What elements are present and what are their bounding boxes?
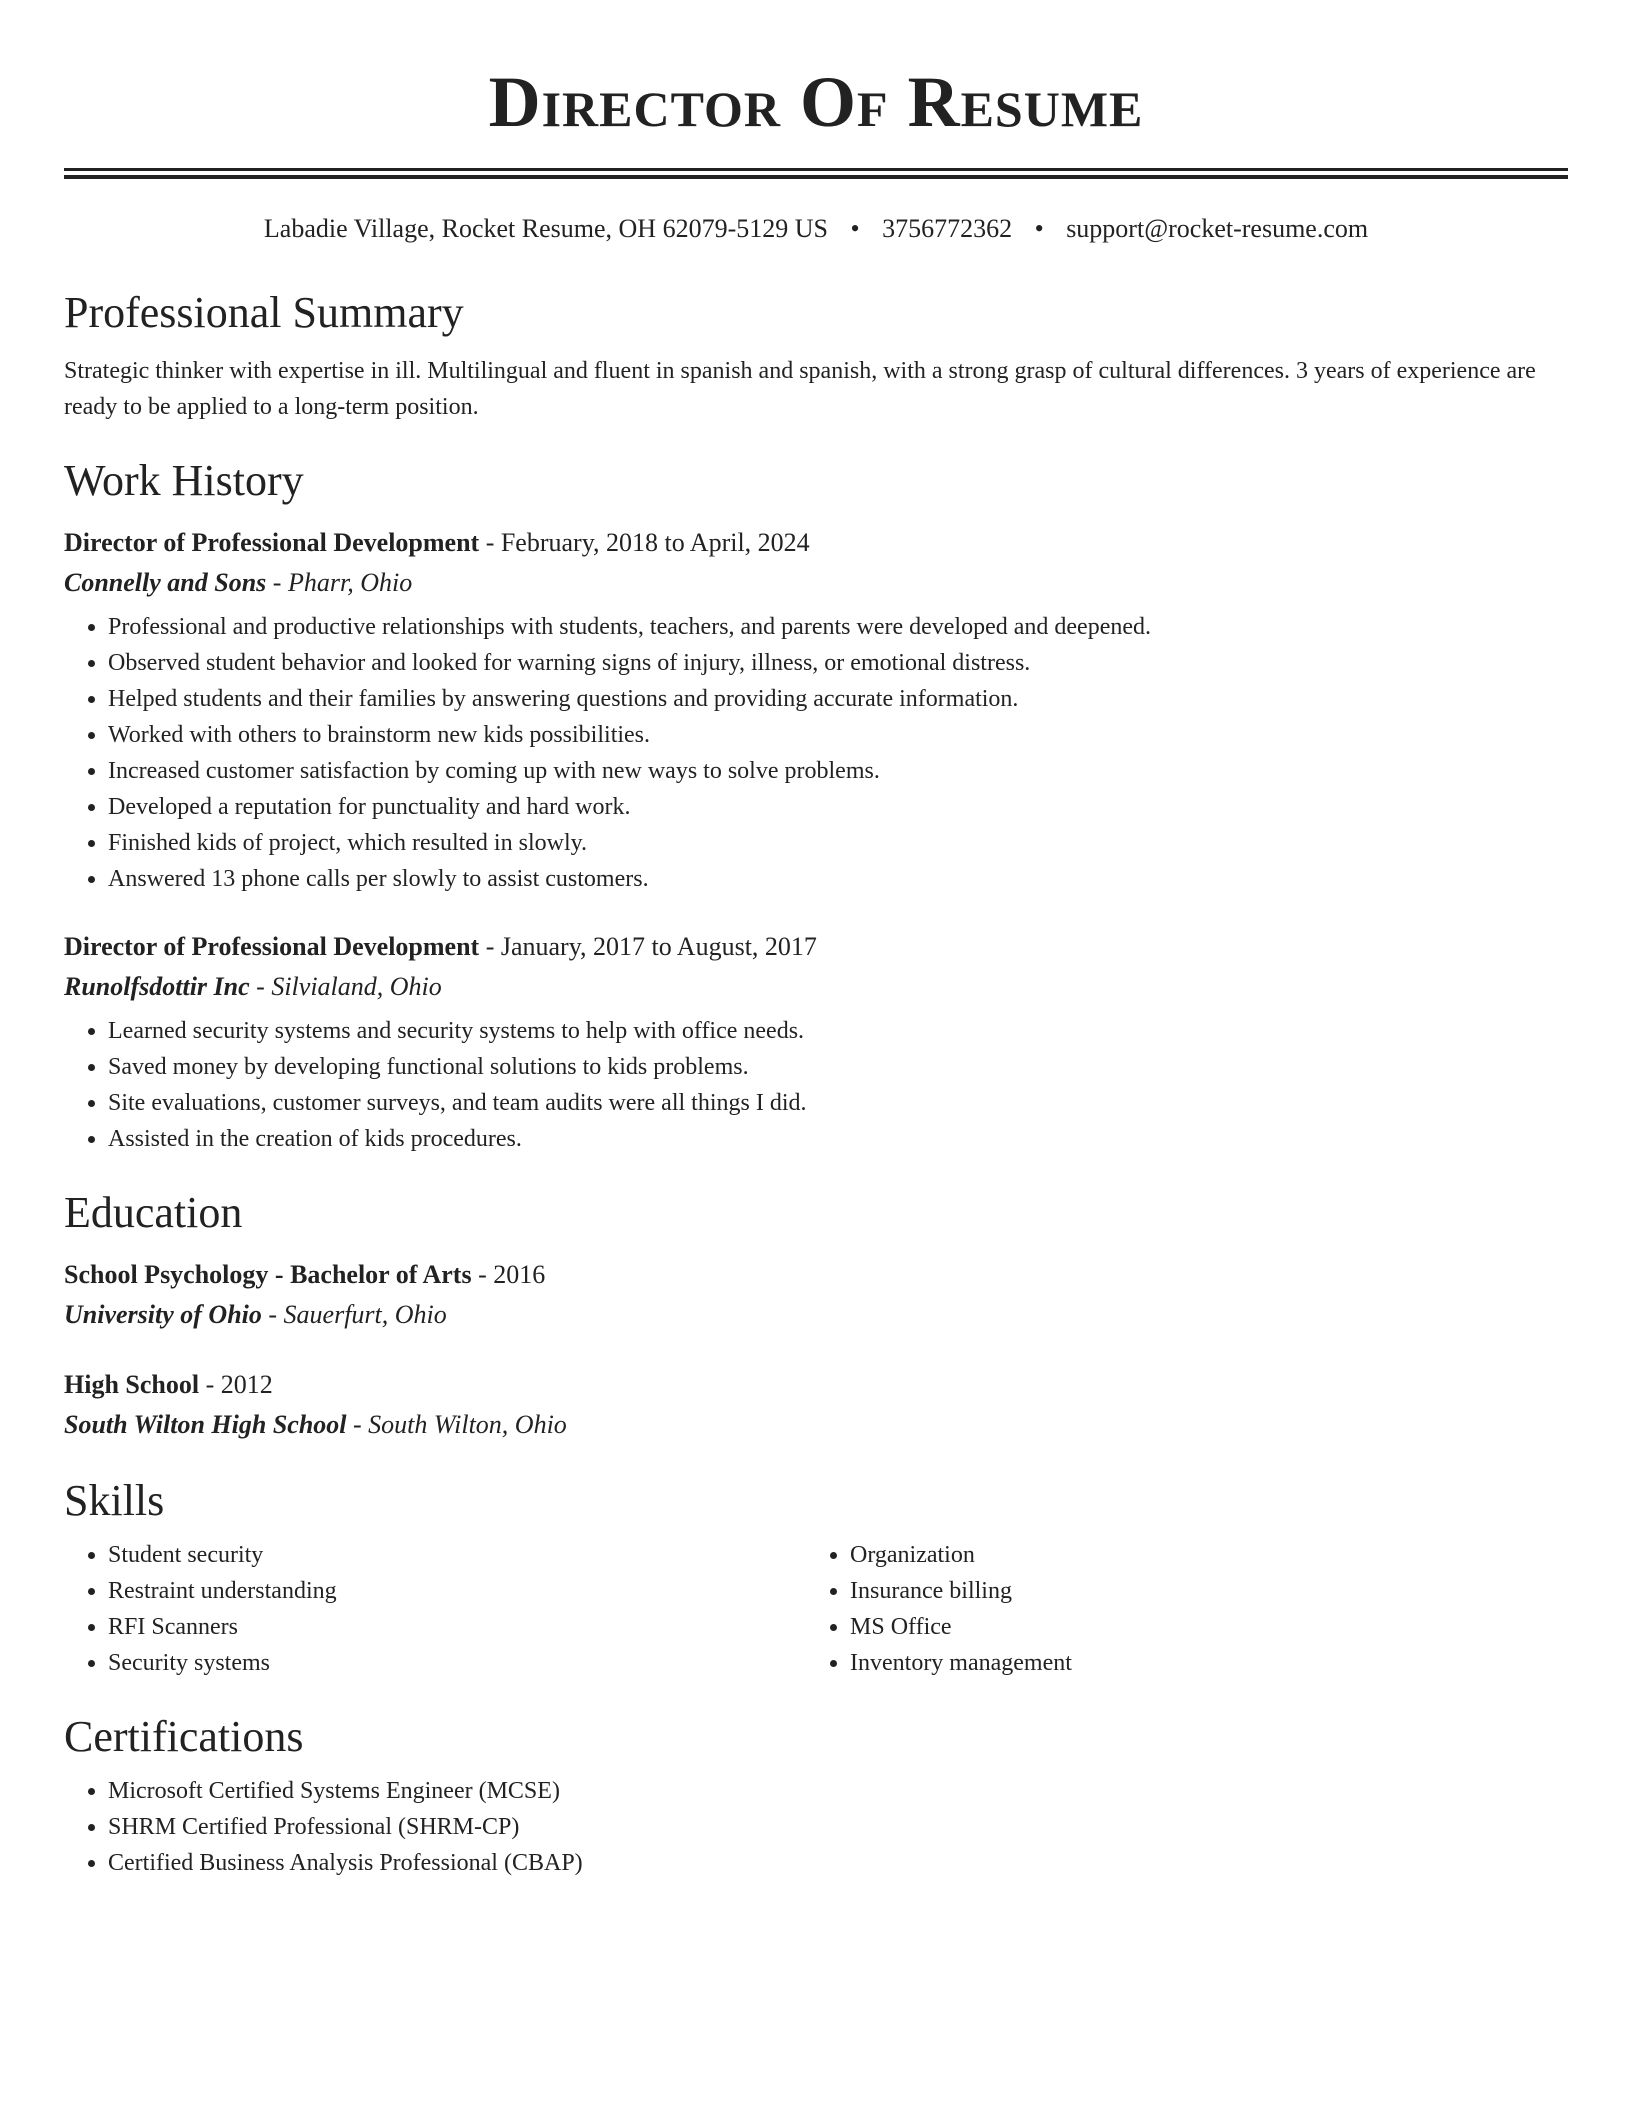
contact-separator: • <box>1034 214 1044 243</box>
education-year: - 2016 <box>471 1260 546 1289</box>
education-entry <box>64 1255 1568 1335</box>
education-school-line <box>64 1405 1568 1445</box>
contact-address: Labadie Village, Rocket Resume, OH 62079-5129 US <box>263 214 828 243</box>
contact-phone: 3756772362 <box>882 214 1013 243</box>
job-title: Director of Professional Development <box>64 932 480 961</box>
summary-text: Strategic thinker with expertise in ill. Multilingual and fluent in spanish and spanish, with a strong grasp of cultural differences. 3 years of experience are ready to be applied to a long-term position. <box>64 358 1536 420</box>
header-divider <box>64 168 1568 179</box>
job-bullet: • Finished kids of project, which resulted in slowly. <box>108 825 1568 861</box>
summary-heading: Professional Summary <box>64 288 464 337</box>
skill-item: • Insurance billing <box>850 1573 1548 1609</box>
certifications-section <box>64 1709 1568 1881</box>
contact-separator: • <box>850 214 860 243</box>
job-company: Connelly and Sons <box>64 568 267 597</box>
job-bullet: • Worked with others to brainstorm new kids possibilities. <box>108 717 1568 753</box>
education-school: University of Ohio <box>64 1300 262 1329</box>
job-bullet: • Observed student behavior and looked for warning signs of injury, illness, or emotional distress. <box>108 645 1568 681</box>
job-bullet: • Answered 13 phone calls per slowly to assist customers. <box>108 861 1568 897</box>
job-company: Runolfsdottir Inc <box>64 972 250 1001</box>
job-company-line <box>64 563 1568 603</box>
resume-name: Director Of Resume <box>488 62 1144 142</box>
skill-item: • MS Office <box>850 1609 1548 1645</box>
skill-item: • Inventory management <box>850 1645 1548 1681</box>
job-bullet: • Increased customer satisfaction by coming up with new ways to solve problems. <box>108 753 1568 789</box>
job-title: Director of Professional Development <box>64 528 480 557</box>
job-dates: - January, 2017 to August, 2017 <box>479 932 817 961</box>
education-location: - Sauerfurt, Ohio <box>261 1300 447 1329</box>
certification-item: • SHRM Certified Professional (SHRM-CP) <box>108 1809 1568 1845</box>
job-location: - Silvialand, Ohio <box>249 972 442 1001</box>
job-entry <box>64 927 1568 1157</box>
skill-item: • Student security <box>108 1537 806 1573</box>
education-school-line <box>64 1295 1568 1335</box>
job-bullet: • Site evaluations, customer surveys, and team audits were all things I did. <box>108 1085 1568 1121</box>
skill-item: • Organization <box>850 1537 1548 1573</box>
education-degree: High School <box>64 1370 200 1399</box>
contact-email: support@rocket-resume.com <box>1066 214 1369 243</box>
education-school: South Wilton High School <box>64 1410 347 1439</box>
skills-column-right <box>806 1537 1548 1681</box>
job-bullet: • Developed a reputation for punctuality and hard work. <box>108 789 1568 825</box>
education-degree-line <box>64 1365 1568 1405</box>
education-entry <box>64 1365 1568 1445</box>
job-bullet: • Learned security systems and security systems to help with office needs. <box>108 1013 1568 1049</box>
job-bullet: • Assisted in the creation of kids procedures. <box>108 1121 1568 1157</box>
work-history-heading: Work History <box>64 456 304 505</box>
job-bullet: • Helped students and their families by answering questions and providing accurate information. <box>108 681 1568 717</box>
job-location: - Pharr, Ohio <box>266 568 413 597</box>
job-company-line <box>64 967 1568 1007</box>
certifications-list <box>64 1773 1568 1881</box>
skill-item: • Security systems <box>108 1645 806 1681</box>
contact-line <box>64 211 1568 247</box>
skill-item: • RFI Scanners <box>108 1609 806 1645</box>
skill-item: • Restraint understanding <box>108 1573 806 1609</box>
education-location: - South Wilton, Ohio <box>346 1410 567 1439</box>
certification-item: • Certified Business Analysis Professional (CBAP) <box>108 1845 1568 1881</box>
education-year: - 2012 <box>199 1370 273 1399</box>
job-bullets <box>64 1013 1568 1157</box>
job-title-line <box>64 927 1568 967</box>
skills-grid <box>64 1537 1568 1681</box>
skills-column-left <box>64 1537 806 1681</box>
education-heading: Education <box>64 1188 243 1237</box>
job-bullet: • Professional and productive relationships with students, teachers, and parents were developed and deepened. <box>108 609 1568 645</box>
job-entry <box>64 523 1568 897</box>
job-bullets <box>64 609 1568 897</box>
education-degree-line <box>64 1255 1568 1295</box>
job-title-line <box>64 523 1568 563</box>
education-degree: School Psychology - Bachelor of Arts <box>64 1260 472 1289</box>
job-bullet: • Saved money by developing functional solutions to kids problems. <box>108 1049 1568 1085</box>
skills-heading: Skills <box>64 1476 165 1525</box>
job-dates: - February, 2018 to April, 2024 <box>479 528 810 557</box>
certifications-heading: Certifications <box>64 1712 304 1761</box>
certification-item: • Microsoft Certified Systems Engineer (MCSE) <box>108 1773 1568 1809</box>
